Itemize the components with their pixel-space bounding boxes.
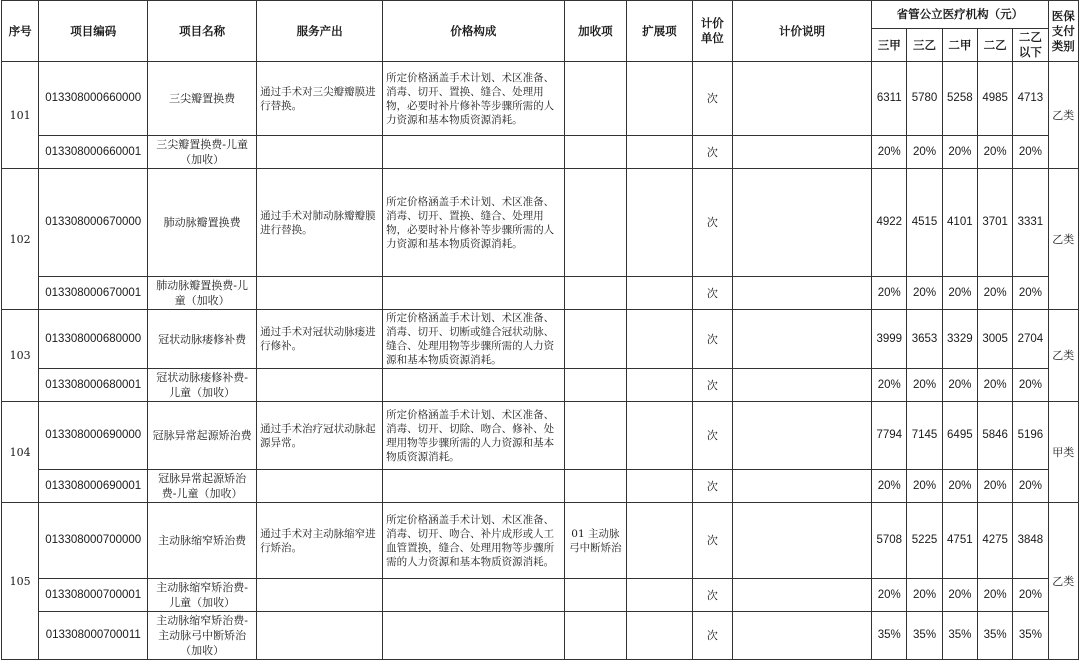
price-level-4: 3701 bbox=[977, 169, 1012, 277]
price-level-5: 20% bbox=[1013, 136, 1048, 169]
price-level-5: 20% bbox=[1013, 579, 1048, 612]
header-ext: 扩展项 bbox=[627, 1, 693, 62]
item-name: 主动脉缩窄矫治费-主动脉弓中断矫治（加收） bbox=[148, 612, 257, 660]
service-output: 通过手术治疗冠状动脉起源异常。 bbox=[257, 402, 383, 470]
extra-charge bbox=[564, 579, 627, 612]
price-composition bbox=[383, 369, 565, 402]
price-level-3: 20% bbox=[942, 369, 977, 402]
price-level-4: 3005 bbox=[977, 310, 1012, 369]
header-level-5: 二乙以下 bbox=[1013, 29, 1048, 62]
price-level-2: 20% bbox=[907, 277, 942, 310]
pricing-unit: 次 bbox=[692, 277, 732, 310]
price-composition: 所定价格涵盖手术计划、术区准备、消毒、切开、吻合、补片成形或人工血管置换，缝合、处理用物等步骤所需的人力资源和基本物质资源消耗。 bbox=[383, 503, 565, 579]
price-composition: 所定价格涵盖手术计划、术区准备、消毒、切开、切除、吻合、修补、处理用物等步骤所需的人力资源和基本物质资源消耗。 bbox=[383, 402, 565, 470]
item-code: 013308000670000 bbox=[39, 169, 148, 277]
header-level-2: 三乙 bbox=[907, 29, 942, 62]
price-level-3: 4101 bbox=[942, 169, 977, 277]
item-code: 013308000690000 bbox=[39, 402, 148, 470]
table-row bbox=[2, 503, 1079, 579]
price-level-4: 4985 bbox=[977, 62, 1012, 136]
header-name: 项目名称 bbox=[148, 1, 257, 62]
pricing-note bbox=[732, 277, 871, 310]
price-level-5: 20% bbox=[1013, 470, 1048, 503]
price-level-5: 35% bbox=[1013, 612, 1048, 660]
service-output: 通过手术对冠状动脉瘘进行修补。 bbox=[257, 310, 383, 369]
price-level-5: 5196 bbox=[1013, 402, 1048, 470]
table-row bbox=[2, 169, 1079, 277]
price-level-2: 5225 bbox=[907, 503, 942, 579]
item-name: 主动脉缩窄矫治费 bbox=[148, 503, 257, 579]
pricing-table bbox=[1, 0, 1079, 660]
extra-charge bbox=[564, 277, 627, 310]
table-row bbox=[2, 402, 1079, 470]
table-row bbox=[2, 579, 1079, 612]
extension bbox=[627, 503, 693, 579]
item-code: 013308000700000 bbox=[39, 503, 148, 579]
header-output: 服务产出 bbox=[257, 1, 383, 62]
extension bbox=[627, 369, 693, 402]
pricing-note bbox=[732, 402, 871, 470]
price-level-3: 5258 bbox=[942, 62, 977, 136]
item-name: 冠脉异常起源矫治费-儿童（加收） bbox=[148, 470, 257, 503]
pricing-unit: 次 bbox=[692, 612, 732, 660]
extra-charge: 01 主动脉弓中断矫治 bbox=[564, 503, 627, 579]
service-output bbox=[257, 136, 383, 169]
extension bbox=[627, 62, 693, 136]
extra-charge bbox=[564, 470, 627, 503]
header-code: 项目编码 bbox=[39, 1, 148, 62]
pricing-unit: 次 bbox=[692, 62, 732, 136]
table-row bbox=[2, 136, 1079, 169]
price-level-1: 20% bbox=[872, 369, 907, 402]
insurance-category: 乙类 bbox=[1048, 169, 1078, 310]
service-output: 通过手术对肺动脉瓣瓣膜进行替换。 bbox=[257, 169, 383, 277]
extension bbox=[627, 277, 693, 310]
price-level-4: 20% bbox=[977, 470, 1012, 503]
price-level-1: 7794 bbox=[872, 402, 907, 470]
insurance-category: 乙类 bbox=[1048, 310, 1078, 402]
pricing-unit: 次 bbox=[692, 579, 732, 612]
price-level-2: 20% bbox=[907, 136, 942, 169]
pricing-note bbox=[732, 579, 871, 612]
service-output bbox=[257, 612, 383, 660]
extension bbox=[627, 470, 693, 503]
item-name: 肺动脉瓣置换费-儿童（加收） bbox=[148, 277, 257, 310]
item-name: 三尖瓣置换费-儿童（加收） bbox=[148, 136, 257, 169]
price-level-4: 20% bbox=[977, 136, 1012, 169]
row-seq: 104 bbox=[2, 402, 39, 503]
item-name: 主动脉缩窄矫治费-儿童（加收） bbox=[148, 579, 257, 612]
table-row bbox=[2, 369, 1079, 402]
pricing-note bbox=[732, 169, 871, 277]
price-level-1: 4922 bbox=[872, 169, 907, 277]
price-level-2: 3653 bbox=[907, 310, 942, 369]
price-composition: 所定价格涵盖手术计划、术区准备、消毒、切开、切断或缝合冠状动脉、缝合、处理用物等步骤所需的人力资源和基本物质资源消耗。 bbox=[383, 310, 565, 369]
header-seq: 序号 bbox=[2, 1, 39, 62]
extension bbox=[627, 579, 693, 612]
row-seq: 105 bbox=[2, 503, 39, 660]
extra-charge bbox=[564, 62, 627, 136]
pricing-unit: 次 bbox=[692, 136, 732, 169]
pricing-note bbox=[732, 136, 871, 169]
price-level-1: 20% bbox=[872, 136, 907, 169]
extra-charge bbox=[564, 136, 627, 169]
insurance-category: 甲类 bbox=[1048, 402, 1078, 503]
item-code: 013308000680000 bbox=[39, 310, 148, 369]
extra-charge bbox=[564, 169, 627, 277]
header-note: 计价说明 bbox=[732, 1, 871, 62]
row-seq: 101 bbox=[2, 62, 39, 169]
header-price: 价格构成 bbox=[383, 1, 565, 62]
row-seq: 103 bbox=[2, 310, 39, 402]
service-output bbox=[257, 369, 383, 402]
price-level-5: 2704 bbox=[1013, 310, 1048, 369]
price-level-5: 20% bbox=[1013, 277, 1048, 310]
extension bbox=[627, 310, 693, 369]
price-composition bbox=[383, 277, 565, 310]
price-level-1: 20% bbox=[872, 277, 907, 310]
service-output: 通过手术对主动脉缩窄进行矫治。 bbox=[257, 503, 383, 579]
extension bbox=[627, 612, 693, 660]
extra-charge bbox=[564, 402, 627, 470]
price-level-3: 20% bbox=[942, 136, 977, 169]
price-composition bbox=[383, 579, 565, 612]
item-code: 013308000690001 bbox=[39, 470, 148, 503]
price-level-4: 20% bbox=[977, 277, 1012, 310]
price-composition: 所定价格涵盖手术计划、术区准备、消毒、切开、置换、缝合、处理用物，必要时补片修补等步骤所需的人力资源和基本物质资源消耗。 bbox=[383, 169, 565, 277]
price-level-3: 20% bbox=[942, 579, 977, 612]
pricing-unit: 次 bbox=[692, 310, 732, 369]
price-level-2: 20% bbox=[907, 470, 942, 503]
price-level-2: 7145 bbox=[907, 402, 942, 470]
item-code: 013308000660000 bbox=[39, 62, 148, 136]
pricing-note bbox=[732, 503, 871, 579]
price-level-2: 5780 bbox=[907, 62, 942, 136]
item-name: 冠脉异常起源矫治费 bbox=[148, 402, 257, 470]
item-name: 冠状动脉瘘修补费-儿童（加收） bbox=[148, 369, 257, 402]
service-output bbox=[257, 470, 383, 503]
item-code: 013308000680001 bbox=[39, 369, 148, 402]
price-level-3: 20% bbox=[942, 470, 977, 503]
price-level-1: 20% bbox=[872, 470, 907, 503]
price-level-5: 3848 bbox=[1013, 503, 1048, 579]
price-level-3: 4751 bbox=[942, 503, 977, 579]
pricing-unit: 次 bbox=[692, 470, 732, 503]
item-code: 013308000700011 bbox=[39, 612, 148, 660]
price-level-5: 20% bbox=[1013, 369, 1048, 402]
price-level-2: 20% bbox=[907, 369, 942, 402]
price-level-3: 35% bbox=[942, 612, 977, 660]
insurance-category: 乙类 bbox=[1048, 62, 1078, 169]
header-extra: 加收项 bbox=[564, 1, 627, 62]
header-level-3: 二甲 bbox=[942, 29, 977, 62]
item-name: 三尖瓣置换费 bbox=[148, 62, 257, 136]
price-level-1: 6311 bbox=[872, 62, 907, 136]
pricing-note bbox=[732, 470, 871, 503]
service-output bbox=[257, 277, 383, 310]
item-code: 013308000670001 bbox=[39, 277, 148, 310]
header-level-4: 二乙 bbox=[977, 29, 1012, 62]
header-level-1: 三甲 bbox=[872, 29, 907, 62]
price-composition bbox=[383, 612, 565, 660]
row-seq: 102 bbox=[2, 169, 39, 310]
extra-charge bbox=[564, 612, 627, 660]
table-row bbox=[2, 310, 1079, 369]
price-level-3: 6495 bbox=[942, 402, 977, 470]
service-output bbox=[257, 579, 383, 612]
table-row bbox=[2, 612, 1079, 660]
pricing-note bbox=[732, 369, 871, 402]
item-name: 肺动脉瓣置换费 bbox=[148, 169, 257, 277]
price-level-3: 20% bbox=[942, 277, 977, 310]
price-level-2: 4515 bbox=[907, 169, 942, 277]
extension bbox=[627, 169, 693, 277]
pricing-note bbox=[732, 612, 871, 660]
price-level-2: 35% bbox=[907, 612, 942, 660]
service-output: 通过手术对三尖瓣瓣膜进行替换。 bbox=[257, 62, 383, 136]
extension bbox=[627, 402, 693, 470]
price-composition bbox=[383, 470, 565, 503]
price-composition bbox=[383, 136, 565, 169]
pricing-unit: 次 bbox=[692, 503, 732, 579]
table-row bbox=[2, 62, 1079, 136]
extra-charge bbox=[564, 369, 627, 402]
table-row bbox=[2, 470, 1079, 503]
extra-charge bbox=[564, 310, 627, 369]
header-unit: 计价单位 bbox=[692, 1, 732, 62]
header-group: 省管公立医疗机构（元） bbox=[872, 1, 1048, 29]
pricing-unit: 次 bbox=[692, 402, 732, 470]
price-level-5: 3331 bbox=[1013, 169, 1048, 277]
price-level-2: 20% bbox=[907, 579, 942, 612]
price-level-4: 20% bbox=[977, 369, 1012, 402]
pricing-unit: 次 bbox=[692, 169, 732, 277]
pricing-note bbox=[732, 62, 871, 136]
header-ins: 医保支付类别 bbox=[1048, 1, 1078, 62]
pricing-note bbox=[732, 310, 871, 369]
item-code: 013308000700001 bbox=[39, 579, 148, 612]
price-level-3: 3329 bbox=[942, 310, 977, 369]
item-name: 冠状动脉瘘修补费 bbox=[148, 310, 257, 369]
extension bbox=[627, 136, 693, 169]
price-level-1: 20% bbox=[872, 579, 907, 612]
price-level-1: 35% bbox=[872, 612, 907, 660]
pricing-unit: 次 bbox=[692, 369, 732, 402]
table-row bbox=[2, 277, 1079, 310]
price-level-4: 20% bbox=[977, 579, 1012, 612]
price-level-4: 35% bbox=[977, 612, 1012, 660]
price-level-4: 5846 bbox=[977, 402, 1012, 470]
insurance-category: 乙类 bbox=[1048, 503, 1078, 660]
price-level-4: 4275 bbox=[977, 503, 1012, 579]
table-body bbox=[2, 62, 1079, 660]
item-code: 013308000660001 bbox=[39, 136, 148, 169]
price-level-1: 5708 bbox=[872, 503, 907, 579]
price-composition: 所定价格涵盖手术计划、术区准备、消毒、切开、置换、缝合、处理用物，必要时补片修补等步骤所需的人力资源和基本物质资源消耗。 bbox=[383, 62, 565, 136]
price-level-1: 3999 bbox=[872, 310, 907, 369]
price-level-5: 4713 bbox=[1013, 62, 1048, 136]
